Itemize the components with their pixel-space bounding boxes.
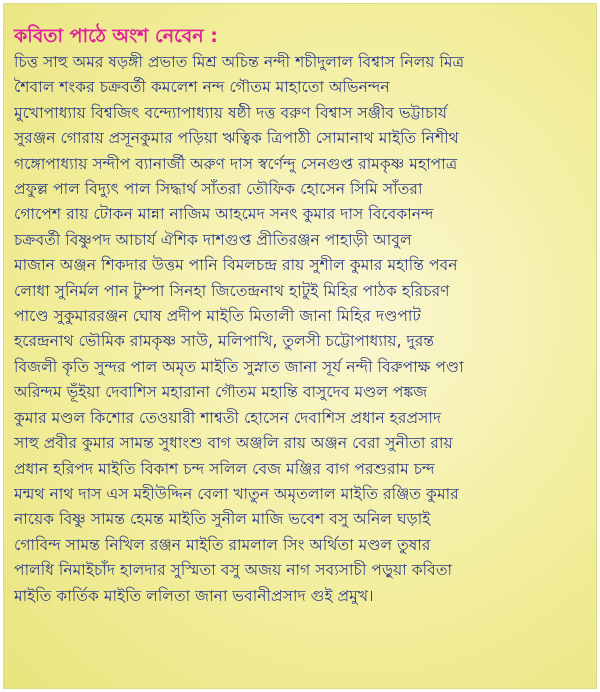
list-line: পালধি নিমাইচাঁদ হালদার সুস্মিতা বসু অজয় নাগ সব্যসাচী পড়ুয়া কবিতা — [14, 561, 453, 580]
list-line: অরিন্দম ভূঁইয়া দেবাশিস মহারানা গৌতম মহান্তি বাসুদেব মণ্ডল পঙ্কজ — [14, 383, 428, 402]
list-line: চিত্ত সাহু অমর ষড়ঙ্গী প্রভাত মিশ্র অচিন্ত নন্দী শচীদুলাল বিশ্বাস নিলয় মিত্র — [14, 53, 465, 71]
list-line: শৈবাল শংকর চক্রবর্তী কমলেশ নন্দ গৌতম মাহাতো অভিনন্দন — [14, 78, 390, 97]
list-line: বিজলী কৃতি সুন্দর পাল অমৃত মাইতি সুস্নাত জানা সূর্য নন্দী বিরুপাক্ষ পণ্ডা — [14, 357, 464, 376]
participant-list — [14, 50, 590, 609]
list-line: সুরঞ্জন গোরায় প্রসূনকুমার পড়িয়া ঋত্বিক ত্রিপাঠী সোমানাথ মাইতি নিশীথ — [14, 129, 459, 148]
list-line: মুখোপাধ্যায় বিশ্বজিৎ বন্দ্যোপাধ্যায় ষষ্ঠী দত্ত বরুণ বিশ্বাস সঞ্জীব ভট্টাচার্য — [14, 103, 447, 122]
list-line: কুমার মণ্ডল কিশোর তেওয়ারী শাশ্বতী হোসেন দেবাশিস প্রধান হরপ্রসাদ — [14, 408, 442, 427]
list-line: পাণ্ডে সুকুমাররঞ্জন ঘোষ প্রদীপ মাইতি মিতালী জানা মিহির দণ্ডপাট — [14, 307, 421, 326]
list-line: লোধা সুনির্মল পান টুম্পা সিনহা জিতেন্দ্রনাথ হাটুই মিহির পাঠক হরিচরণ — [14, 281, 450, 300]
list-line: মন্মথ নাথ দাস এস মহীউদ্দিন বেলা খাতুন অমৃতলাল মাইতি রঞ্জিত কুমার — [14, 484, 459, 503]
list-line: গঙ্গোপাধ্যায় সন্দীপ ব্যানার্জী অরুণ দাস স্বর্ণেন্দু সেনগুপ্ত রামকৃষ্ণ মহাপাত্র — [14, 154, 458, 173]
list-line: প্রফুল্ল পাল বিদ্যুৎ পাল সিদ্ধার্থ সাঁতরা তৌফিক হোসেন সিমি সাঁতরা — [14, 180, 423, 199]
list-line: মাইতি কার্তিক মাইতি ললিতা জানা ভবানীপ্রসাদ গুই প্রমুখ। — [14, 586, 374, 605]
list-line: মাজান অঞ্জন শিকদার উত্তম পানি বিমলচন্দ্র রায় সুশীল কুমার মহান্তি পবন — [14, 256, 458, 275]
list-line: নায়েক বিষ্ণু সামন্ত হেমন্ত মাইতি সুনীল মাজি ভবেশ বসু অনিল ঘড়াই — [14, 510, 431, 529]
poster-heading: কবিতা পাঠে অংশ নেবেন : — [14, 25, 218, 47]
list-line: গোবিন্দ সামন্ত নিখিল রঞ্জন মাইতি রামলাল সিং অর্থিতা মণ্ডল তুষার — [14, 535, 431, 554]
list-line: প্রধান হরিপদ মাইতি বিকাশ চন্দ সলিল বেজ মঞ্জির বাগ পরশুরাম চন্দ — [14, 459, 435, 478]
list-line: চক্রবর্তী বিষ্ণুপদ আচার্য ঐশিক দাশগুপ্ত প্রীতিরঞ্জন পাহাড়ী আবুল — [14, 230, 412, 249]
list-line: হরেন্দ্রনাথ ভৌমিক রামকৃষ্ণ সাউ, মলিপাখি, তুলসী চট্টোপাধ্যায়, দুরন্ত — [14, 332, 435, 351]
list-line: সাহু প্রবীর কুমার সামন্ত সুধাংশু বাগ অঞ্জলি রায় অঞ্জন বেরা সুনীতা রায় — [14, 434, 453, 453]
list-line: গোপেশ রায় টোকন মান্না নাজিম আহমেদ সনৎ কুমার দাস বিবেকানন্দ — [14, 205, 434, 224]
